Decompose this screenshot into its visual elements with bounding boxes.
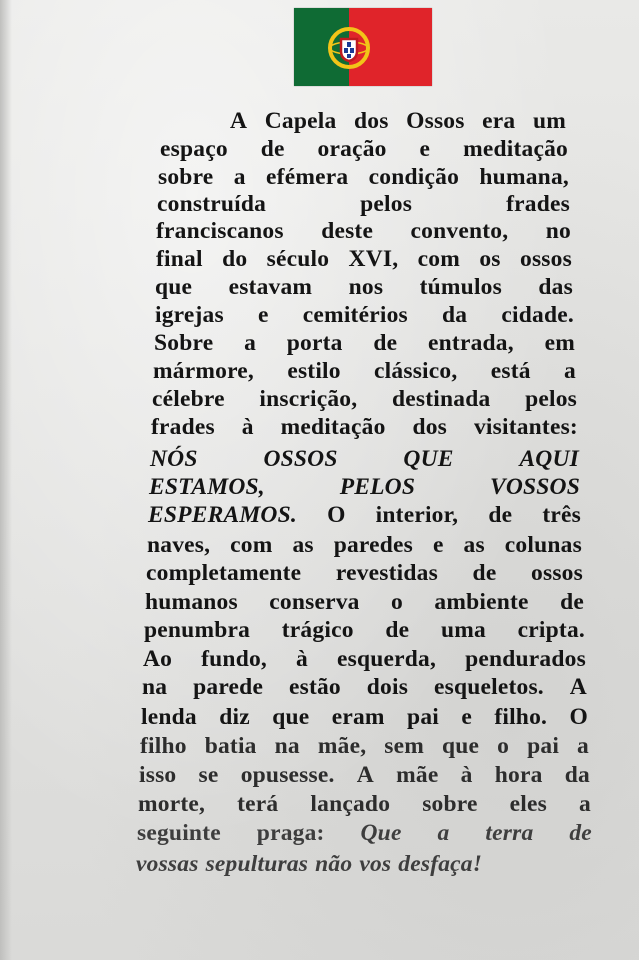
text-line — [143, 646, 586, 673]
text-line — [150, 446, 579, 473]
text-line — [153, 358, 576, 385]
text-word: A — [356, 762, 374, 788]
text-word: espaço — [160, 136, 228, 162]
text-word: batia — [204, 733, 257, 759]
text-word: meditação — [280, 414, 386, 440]
text-word: frades — [506, 191, 570, 217]
text-word: construída — [157, 191, 267, 217]
text-word: oração — [317, 136, 387, 162]
text-word: sobre — [422, 791, 478, 817]
text-word: entrada, — [428, 330, 514, 356]
text-word: paredes — [333, 532, 414, 558]
text-word: estavam — [228, 274, 313, 300]
text-word: com — [417, 246, 461, 272]
text-word: clássico, — [374, 358, 458, 384]
text-line — [155, 302, 574, 329]
text-word: terra — [485, 820, 534, 846]
text-word: A — [569, 674, 587, 700]
text-word: nos — [348, 274, 384, 300]
text-word: OSSOS — [263, 446, 338, 472]
text-word: cemitérios — [302, 302, 408, 328]
text-word: um — [532, 108, 566, 134]
text-word: uma — [440, 617, 486, 643]
text-word: da — [442, 302, 468, 328]
text-word: o — [391, 589, 403, 615]
text-line — [230, 108, 566, 135]
text-word: ossos — [531, 560, 583, 586]
text-word: terá — [237, 791, 279, 817]
text-word: eles — [509, 791, 547, 817]
text-word: efémera — [266, 164, 349, 190]
text-word: de — [385, 617, 410, 643]
text-word: ESPERAMOS. — [148, 502, 297, 528]
portugal-flag-icon — [294, 8, 432, 86]
text-word: a — [579, 791, 591, 817]
text-word: final — [156, 246, 203, 272]
text-word: O — [327, 502, 346, 528]
text-line — [140, 733, 589, 760]
text-word: Que — [360, 820, 402, 846]
text-word: os — [479, 246, 501, 272]
text-line — [154, 330, 575, 357]
text-word: O — [569, 704, 588, 730]
text-line — [148, 502, 581, 529]
text-word: estilo — [287, 358, 341, 384]
text-line — [157, 191, 570, 218]
text-word: a — [564, 358, 576, 384]
text-line — [160, 136, 568, 163]
text-word: que — [272, 704, 310, 730]
text-line — [156, 218, 571, 245]
text-word: PELOS — [339, 474, 416, 500]
text-word: no — [545, 218, 571, 244]
text-word: inscrição, — [259, 386, 358, 412]
text-word: visitantes: — [473, 414, 578, 440]
text-word: três — [542, 502, 581, 528]
text-line — [151, 414, 578, 441]
text-line — [158, 164, 569, 191]
text-word: se — [198, 762, 219, 788]
text-word: cidade. — [501, 302, 574, 328]
text-word: século — [266, 246, 330, 272]
text-word: a — [233, 164, 246, 190]
text-word: pai — [527, 733, 560, 759]
text-word: porta — [286, 330, 343, 356]
text-word: praga: — [256, 820, 325, 846]
text-word: que — [155, 274, 193, 300]
coat-of-arms-icon — [327, 26, 371, 70]
text-word: sem — [384, 733, 425, 759]
text-word: sobre — [158, 164, 214, 190]
text-line — [138, 791, 591, 818]
text-word: deste — [321, 218, 374, 244]
text-word: XVI, — [348, 246, 399, 272]
text-word: de — [569, 820, 592, 846]
text-word: à — [460, 762, 473, 788]
text-word: frades — [151, 414, 215, 440]
text-word: filho. — [494, 704, 548, 730]
text-word: lançado — [310, 791, 391, 817]
text-word: da — [564, 762, 590, 788]
text-word: lenda — [141, 704, 197, 730]
text-word: célebre — [152, 386, 225, 412]
text-word: AQUI — [519, 446, 579, 472]
text-word: hora — [494, 762, 543, 788]
text-word: ambiente — [434, 589, 529, 615]
text-word: túmulos — [419, 274, 502, 300]
text-word: a — [577, 733, 589, 759]
text-word: Ao — [143, 646, 173, 672]
text-word: igrejas — [155, 302, 224, 328]
text-word: esquerda, — [337, 646, 437, 672]
text-word: não — [315, 851, 353, 877]
text-word: na — [142, 674, 168, 700]
text-word: de — [373, 330, 398, 356]
text-word: QUE — [403, 446, 454, 472]
text-word: Sobre — [154, 330, 214, 356]
text-line — [147, 532, 582, 559]
text-word: a — [244, 330, 257, 356]
text-word: e — [258, 302, 269, 328]
text-word: e — [419, 136, 431, 162]
text-word: vossas — [136, 851, 199, 877]
text-word: morte, — [138, 791, 206, 817]
text-line — [155, 274, 573, 301]
text-word: pendurados — [465, 646, 586, 672]
text-word: pai — [407, 704, 439, 730]
text-word: à — [296, 646, 308, 672]
text-word: cripta. — [517, 617, 585, 643]
text-word: condição — [368, 164, 460, 190]
text-word: e — [461, 704, 472, 730]
text-word: diz — [219, 704, 250, 730]
text-word: de — [260, 136, 285, 162]
text-word: naves, — [147, 532, 211, 558]
text-word: sepulturas — [205, 851, 309, 877]
text-word: Capela — [264, 108, 337, 134]
text-line — [139, 762, 590, 789]
text-word: dos — [354, 108, 389, 134]
text-word: isso — [139, 762, 177, 788]
text-line — [156, 246, 572, 273]
text-word: à — [241, 414, 254, 440]
text-word: penumbra — [144, 617, 251, 643]
text-word: completamente — [146, 560, 302, 586]
text-word: NÓS — [150, 446, 198, 472]
plaque-edge-shadow — [0, 0, 12, 960]
text-word: mármore, — [153, 358, 254, 384]
text-word: pelos — [525, 386, 577, 412]
text-word: na — [274, 733, 300, 759]
text-word: de — [488, 502, 513, 528]
text-line — [142, 674, 587, 701]
text-word: o — [497, 733, 510, 759]
text-line — [146, 560, 583, 587]
text-word: desfaça! — [398, 851, 483, 877]
text-word: que — [442, 733, 480, 759]
text-word: convento, — [410, 218, 509, 244]
text-word: esqueletos. — [433, 674, 544, 700]
text-word: vos — [359, 851, 392, 877]
text-word: era — [482, 108, 516, 134]
text-word: trágico — [281, 617, 354, 643]
text-word: dois — [366, 674, 409, 700]
text-word: filho — [140, 733, 187, 759]
text-line — [145, 589, 584, 616]
text-word: em — [544, 330, 575, 356]
text-word: de — [472, 560, 497, 586]
text-word: revestidas — [335, 560, 438, 586]
text-word: VOSSOS — [489, 474, 580, 500]
text-word: meditação — [463, 136, 568, 162]
text-word: ossos — [520, 246, 572, 272]
text-word: eram — [331, 704, 385, 730]
text-word: de — [560, 589, 584, 615]
text-word: as — [463, 532, 485, 558]
text-word: colunas — [504, 532, 582, 558]
text-line — [137, 820, 592, 847]
text-word: destinada — [391, 386, 491, 412]
text-word: ESTAMOS, — [149, 474, 265, 500]
text-word: do — [222, 246, 248, 272]
text-word: humana, — [479, 164, 569, 190]
text-word: com — [230, 532, 273, 558]
text-word: mãe — [396, 762, 439, 788]
text-line — [141, 704, 588, 731]
text-word: Ossos — [406, 108, 465, 134]
text-word: dos — [412, 414, 448, 440]
text-word: está — [490, 358, 531, 384]
text-word: conserva — [269, 589, 360, 615]
text-word: a — [437, 820, 450, 846]
text-word: pelos — [360, 191, 413, 217]
text-word: estão — [288, 674, 341, 700]
text-word: mãe, — [317, 733, 367, 759]
text-word: franciscanos — [156, 218, 284, 244]
text-word: as — [292, 532, 314, 558]
text-line — [149, 474, 580, 501]
text-word: fundo, — [201, 646, 268, 672]
text-word: humanos — [145, 589, 238, 615]
text-word: opusesse. — [240, 762, 335, 788]
text-line — [136, 851, 482, 878]
text-word: interior, — [375, 502, 459, 528]
text-word: A — [230, 108, 248, 134]
text-word: parede — [193, 674, 264, 700]
text-word: das — [538, 274, 573, 300]
text-line — [144, 617, 585, 644]
text-line — [152, 386, 577, 413]
text-word: seguinte — [137, 820, 221, 846]
text-word: e — [432, 532, 444, 558]
